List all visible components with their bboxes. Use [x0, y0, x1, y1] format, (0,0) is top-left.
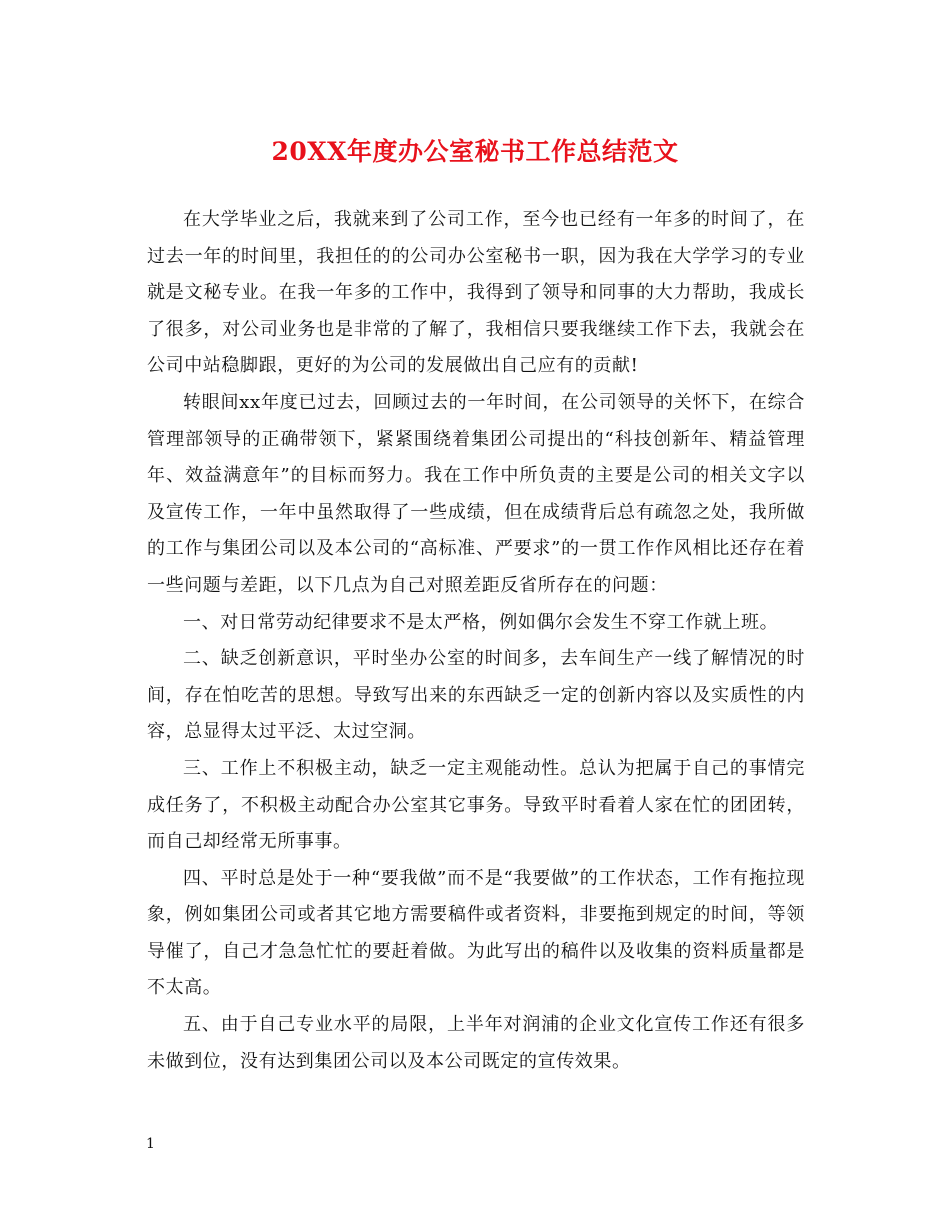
paragraph-review: 转眼间xx年度已过去，回顾过去的一年时间，在公司领导的关怀下，在综合管理部领导的正确带领下，紧紧围绕着集团公司提出的“科技创新年、精益管理年、效益满意年”的目标而努力。我在工作中所负责的主要是公司的相关文字以及宣传工作，一年中虽然取得了一些成绩，但在成绩背后总有疏忽之处，我所做的工作与集团公司以及本公司的“高标准、严要求”的一贯工作作风相比还存在着一些问题与差距，以下几点为自己对照差距反省所存在的问题： [147, 391, 805, 596]
paragraph-issue-5: 五、由于自己专业水平的局限，上半年对润浦的企业文化宣传工作还有很多未做到位，没有达到集团公司以及本公司既定的宣传效果。 [147, 1014, 805, 1072]
paragraph-issue-1: 一、对日常劳动纪律要求不是太严格，例如偶尔会发生不穿工作就上班。 [183, 611, 779, 633]
paragraph-intro: 在大学毕业之后，我就来到了公司工作，至今也已经有一年多的时间了，在过去一年的时间里，我担任的的公司办公室秘书一职，因为我在大学学习的专业就是文秘专业。在我一年多的工作中，我得到了领导和同事的大力帮助，我成长了很多，对公司业务也是非常的了解了，我相信只要我继续工作下去，我就会在公司中站稳脚跟，更好的为公司的发展做出自己应有的贡献! [147, 209, 805, 377]
paragraph-issue-3: 三、工作上不积极主动，缺乏一定主观能动性。总认为把属于自己的事情完成任务了，不积极主动配合办公室其它事务。导致平时看着人家在忙的团团转，而自己却经常无所事事。 [147, 757, 805, 853]
page-number: 1 [146, 1136, 155, 1152]
document-body [147, 202, 805, 1080]
paragraph-issue-4: 四、平时总是处于一种“要我做”而不是“我要做”的工作状态，工作有拖拉现象，例如集团公司或者其它地方需要稿件或者资料，非要拖到规定的时间，等领导催了，自己才急急忙忙的要赶着做。为此写出的稿件以及收集的资料质量都是不太高。 [147, 867, 805, 999]
document-title: 20XX年度办公室秘书工作总结范文 [271, 137, 679, 166]
paragraph-issue-2: 二、缺乏创新意识，平时坐办公室的时间多，去车间生产一线了解情况的时间，存在怕吃苦的思想。导致写出来的东西缺乏一定的创新内容以及实质性的内容，总显得太过平泛、太过空洞。 [147, 648, 805, 743]
